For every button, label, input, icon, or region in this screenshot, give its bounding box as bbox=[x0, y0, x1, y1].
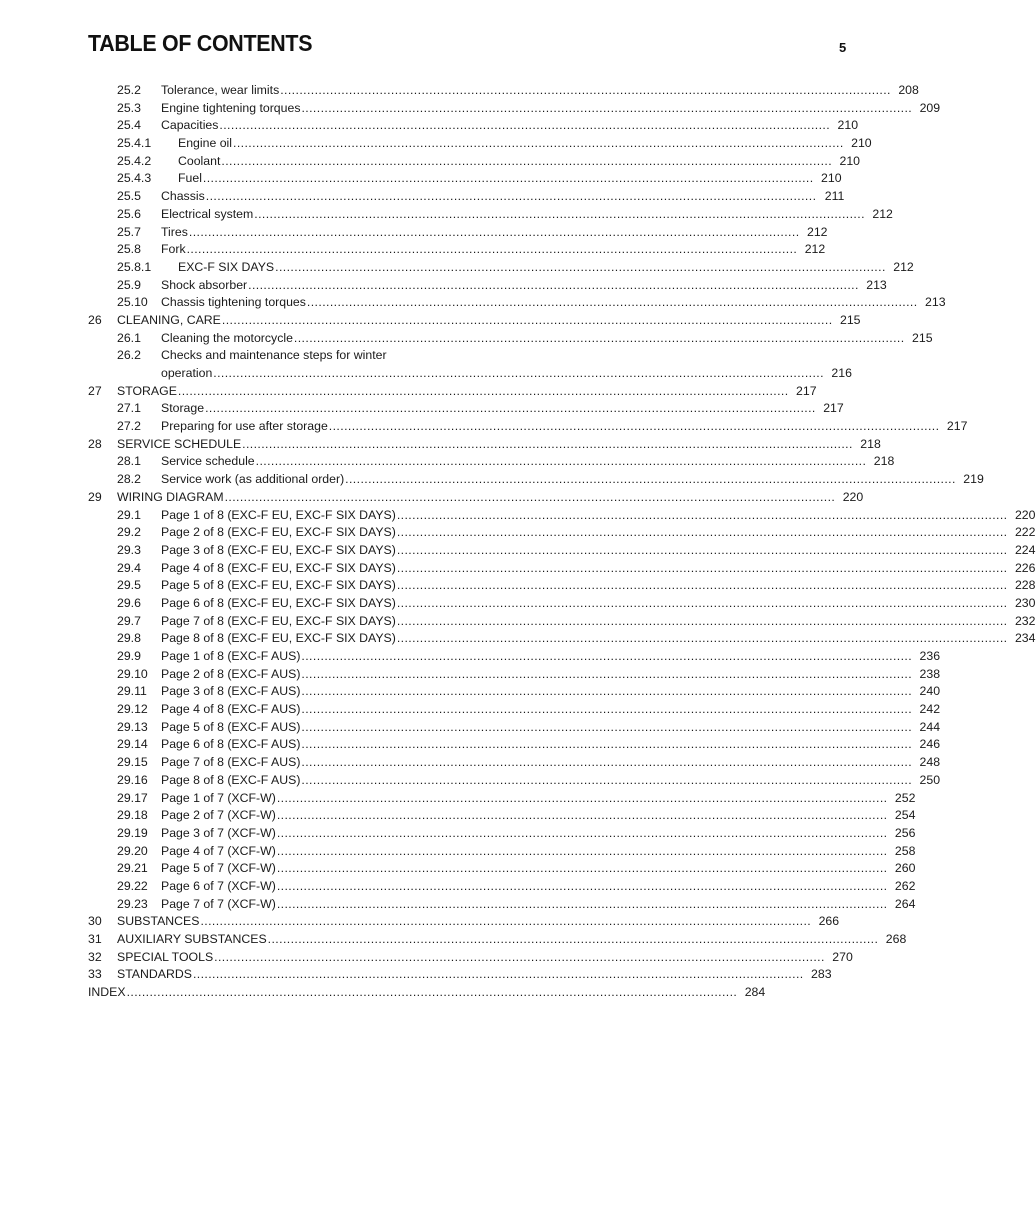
toc-entry-page: 234 bbox=[1014, 631, 1036, 646]
toc-entry-number: 29.16 bbox=[117, 772, 148, 787]
toc-entry[interactable] bbox=[88, 966, 832, 984]
dot-leader: ................................................................................................................................................................ bbox=[396, 595, 1008, 610]
dot-leader: ................................................................................................................................................................ bbox=[186, 242, 798, 257]
toc-entry-number: 25.10 bbox=[117, 295, 148, 310]
dot-leader: ................................................................................................................................................................ bbox=[224, 489, 836, 504]
toc-entry[interactable] bbox=[88, 736, 941, 754]
dot-leader: ................................................................................................................................................................ bbox=[205, 401, 816, 416]
toc-entry[interactable] bbox=[88, 294, 946, 312]
toc-entry[interactable] bbox=[88, 790, 916, 808]
toc-entry-number: 29.13 bbox=[117, 719, 148, 734]
toc-entry-number: 29.5 bbox=[117, 578, 141, 593]
dot-leader: ................................................................................................................................................................ bbox=[219, 118, 831, 133]
toc-entry[interactable] bbox=[88, 666, 941, 684]
toc-entry[interactable] bbox=[88, 418, 968, 436]
toc-entry-page: 211 bbox=[824, 189, 845, 204]
toc-entry-number: 33 bbox=[88, 967, 102, 982]
toc-entry-page: 218 bbox=[860, 436, 881, 451]
toc-entry[interactable] bbox=[88, 453, 895, 471]
toc-entry-number: 28.2 bbox=[117, 472, 141, 487]
toc-entry-title: Page 7 of 7 (XCF-W) bbox=[161, 896, 277, 914]
toc-entry-page: 238 bbox=[919, 666, 941, 681]
toc-entry-page: 236 bbox=[919, 649, 941, 664]
toc-entry-number: 29.11 bbox=[117, 684, 147, 699]
toc-entry-page: 256 bbox=[894, 825, 916, 840]
toc-entry-number: 27.1 bbox=[117, 401, 141, 416]
toc-entry-page: 262 bbox=[894, 878, 916, 893]
toc-entry-title: Service work (as additional order) bbox=[161, 471, 345, 489]
toc-entry-page: 242 bbox=[919, 702, 941, 717]
toc-entry-title: EXC-F SIX DAYS bbox=[178, 259, 275, 277]
toc-entry-page: 216 bbox=[831, 366, 852, 380]
dot-leader: ................................................................................................................................................................ bbox=[276, 843, 888, 858]
toc-entry-title: Capacities bbox=[161, 117, 219, 135]
toc-entry-page: 268 bbox=[885, 932, 907, 947]
toc-entry-number: 25.3 bbox=[117, 100, 141, 115]
toc-entry-number: 25.8.1 bbox=[117, 259, 152, 274]
toc-entry-page: 258 bbox=[894, 843, 916, 858]
toc-entry-number: 29.22 bbox=[117, 878, 148, 893]
toc-entry[interactable] bbox=[88, 860, 916, 878]
toc-entry[interactable] bbox=[88, 754, 941, 772]
dot-leader: ................................................................................................................................................................ bbox=[301, 755, 913, 770]
toc-entry-number: 27.2 bbox=[117, 419, 141, 434]
page-title: TABLE OF CONTENTS bbox=[88, 30, 313, 56]
toc-entry-number: 25.9 bbox=[117, 277, 141, 292]
toc-entry-number: 25.4.3 bbox=[117, 171, 152, 186]
dot-leader: ................................................................................................................................................................ bbox=[328, 419, 940, 434]
toc-entry[interactable] bbox=[88, 560, 1036, 578]
toc-entry[interactable] bbox=[88, 312, 861, 330]
toc-entry-title: Page 4 of 8 (EXC-F AUS) bbox=[161, 701, 301, 719]
toc-entry-title: Page 2 of 8 (EXC-F EU, EXC-F SIX DAYS) bbox=[161, 524, 397, 542]
toc-entry[interactable] bbox=[88, 347, 852, 382]
toc-entry-page: 210 bbox=[821, 171, 842, 186]
toc-entry[interactable] bbox=[88, 843, 916, 861]
toc-entry[interactable] bbox=[88, 683, 941, 701]
toc-entry-number: 29.3 bbox=[117, 542, 141, 557]
dot-leader: ................................................................................................................................................................ bbox=[276, 808, 888, 823]
toc-entry-title: Page 3 of 7 (XCF-W) bbox=[161, 825, 277, 843]
toc-entry[interactable] bbox=[88, 241, 826, 259]
toc-entry-title: SUBSTANCES bbox=[117, 913, 200, 931]
toc-entry-page: 224 bbox=[1014, 542, 1036, 557]
dot-leader: ................................................................................................................................................................ bbox=[126, 985, 738, 1000]
toc-entry-page: 246 bbox=[919, 737, 941, 752]
toc-entry[interactable] bbox=[88, 896, 916, 914]
dot-leader: ................................................................................................................................................................ bbox=[396, 507, 1008, 522]
toc-entry-page: 212 bbox=[893, 259, 914, 274]
toc-entry-page: 232 bbox=[1014, 613, 1036, 628]
toc-entry-page: 228 bbox=[1014, 578, 1036, 593]
toc-entry-page: 213 bbox=[866, 277, 887, 292]
toc-entry[interactable] bbox=[88, 825, 916, 843]
toc-entry-title: Page 5 of 7 (XCF-W) bbox=[161, 860, 277, 878]
toc-entry[interactable] bbox=[88, 188, 845, 206]
toc-entry[interactable] bbox=[88, 383, 817, 401]
toc-entry-page: 210 bbox=[839, 153, 861, 168]
toc-entry-title: WIRING DIAGRAM bbox=[117, 489, 225, 507]
toc-entry-number: 29.6 bbox=[117, 595, 141, 610]
dot-leader: ................................................................................................................................................................ bbox=[301, 684, 913, 699]
toc-entry-title: Engine tightening torques bbox=[161, 100, 301, 118]
dot-leader: ................................................................................................................................................................ bbox=[301, 649, 913, 664]
toc-entry[interactable] bbox=[88, 984, 766, 1002]
toc-entry-number: 29.20 bbox=[117, 843, 148, 858]
toc-entry[interactable] bbox=[88, 330, 933, 348]
toc-entry-number: 29.21 bbox=[117, 861, 148, 876]
toc-entry-title: Page 2 of 8 (EXC-F AUS) bbox=[161, 666, 301, 684]
toc-entry-number: 29.17 bbox=[117, 790, 148, 805]
dot-leader: ................................................................................................................................................................ bbox=[396, 542, 1008, 557]
toc-entry-number: 32 bbox=[88, 949, 102, 964]
toc-entry-number: 29.9 bbox=[117, 649, 141, 664]
toc-entry[interactable] bbox=[88, 577, 1036, 595]
toc-entry-number: 29.19 bbox=[117, 825, 148, 840]
toc-entry-page: 248 bbox=[919, 755, 941, 770]
toc-entry[interactable] bbox=[88, 259, 914, 277]
toc-entry-number: 26.1 bbox=[117, 330, 141, 345]
toc-entry-title: Coolant bbox=[178, 153, 221, 171]
dot-leader: ................................................................................................................................................................ bbox=[276, 790, 888, 805]
toc-entry-number: 25.5 bbox=[117, 189, 141, 204]
toc-entry-title: Page 8 of 8 (EXC-F EU, EXC-F SIX DAYS) bbox=[161, 630, 397, 648]
toc-entry-page: 240 bbox=[919, 684, 941, 699]
toc-entry-page: 218 bbox=[873, 454, 895, 469]
toc-entry-title: Page 6 of 8 (EXC-F EU, EXC-F SIX DAYS) bbox=[161, 595, 397, 613]
toc-entry-number: 26.2 bbox=[117, 348, 141, 363]
toc-entry[interactable] bbox=[88, 931, 907, 949]
toc-entry-page: 217 bbox=[796, 383, 817, 398]
dot-leader: ................................................................................................................................................................ bbox=[248, 277, 859, 292]
toc-entry-title: Fuel bbox=[178, 170, 203, 188]
dot-leader: ................................................................................................................................................................ bbox=[276, 861, 888, 876]
toc-entry[interactable] bbox=[88, 648, 941, 666]
toc-entry-number: 25.4.2 bbox=[117, 153, 152, 168]
dot-leader: ................................................................................................................................................................ bbox=[396, 631, 1008, 646]
toc-entry-page: 217 bbox=[823, 401, 844, 416]
toc-entry-title: Page 7 of 8 (EXC-F EU, EXC-F SIX DAYS) bbox=[161, 613, 397, 631]
toc-entry-page: 226 bbox=[1014, 560, 1036, 575]
dot-leader: ................................................................................................................................................................ bbox=[233, 136, 844, 151]
dot-leader: ................................................................................................................................................................ bbox=[276, 878, 888, 893]
dot-leader: ................................................................................................................................................................ bbox=[205, 189, 817, 204]
toc-entry[interactable] bbox=[88, 117, 859, 135]
toc-entry-page: 210 bbox=[851, 136, 872, 151]
toc-entry-title: Checks and maintenance steps for winter bbox=[161, 348, 387, 363]
dot-leader: ................................................................................................................................................................ bbox=[301, 737, 913, 752]
toc-entry-page: 212 bbox=[806, 224, 828, 239]
toc-entry-title: Page 1 of 8 (EXC-F EU, EXC-F SIX DAYS) bbox=[161, 507, 397, 525]
toc-entry-number: 25.7 bbox=[117, 224, 141, 239]
dot-leader: ................................................................................................................................................................ bbox=[221, 153, 833, 168]
dot-leader: ................................................................................................................................................................ bbox=[242, 436, 853, 451]
dot-leader: ................................................................................................................................................................ bbox=[200, 914, 812, 929]
dot-leader: ................................................................................................................................................................ bbox=[214, 949, 825, 964]
dot-leader: ................................................................................................................................................................ bbox=[301, 702, 913, 717]
toc-entry-page: 219 bbox=[963, 472, 984, 487]
toc-entry-number: 29 bbox=[88, 489, 102, 504]
dot-leader: ................................................................................................................................................................ bbox=[202, 171, 814, 186]
toc-entry-number: 29.8 bbox=[117, 631, 141, 646]
dot-leader: ................................................................................................................................................................ bbox=[396, 613, 1008, 628]
toc-entry[interactable] bbox=[88, 630, 1036, 648]
toc-entry-page: 250 bbox=[919, 772, 941, 787]
toc-entry-title: Engine oil bbox=[178, 135, 233, 153]
toc-entry[interactable] bbox=[88, 471, 984, 489]
dot-leader: ................................................................................................................................................................ bbox=[306, 295, 918, 310]
toc-entry[interactable] bbox=[88, 277, 887, 295]
toc-entry-page: 215 bbox=[839, 312, 861, 327]
toc-entry-number: 28 bbox=[88, 436, 102, 451]
toc-entry-title-continued: operation bbox=[161, 365, 213, 383]
toc-entry[interactable] bbox=[88, 436, 881, 454]
toc-entry-number: 29.7 bbox=[117, 613, 141, 628]
toc-entry[interactable] bbox=[88, 170, 842, 188]
toc-entry-page: 230 bbox=[1014, 595, 1036, 610]
toc-entry[interactable] bbox=[88, 400, 844, 418]
toc-entry[interactable] bbox=[88, 613, 1036, 631]
toc-entry-title: Page 1 of 8 (EXC-F AUS) bbox=[161, 648, 301, 666]
toc-entry-number: 28.1 bbox=[117, 454, 141, 469]
toc-entry[interactable] bbox=[88, 913, 840, 931]
toc-entry-page: 266 bbox=[818, 914, 840, 929]
toc-entry-title: Page 6 of 8 (EXC-F AUS) bbox=[161, 736, 301, 754]
toc-entry[interactable] bbox=[88, 224, 828, 242]
toc-entry-title: Shock absorber bbox=[161, 277, 248, 295]
toc-entry-title: Page 4 of 8 (EXC-F EU, EXC-F SIX DAYS) bbox=[161, 560, 397, 578]
toc-entry[interactable] bbox=[88, 878, 916, 896]
toc-entry-title: AUXILIARY SUBSTANCES bbox=[117, 931, 268, 949]
toc-entry-title: Fork bbox=[161, 241, 187, 259]
toc-entry-page: 215 bbox=[912, 330, 933, 345]
toc-entry-number: 30 bbox=[88, 914, 102, 929]
toc-entry[interactable] bbox=[88, 507, 1036, 525]
toc-entry-page: 212 bbox=[872, 206, 893, 221]
toc-entry-title: Storage bbox=[161, 400, 205, 418]
toc-entry[interactable] bbox=[88, 595, 1036, 613]
toc-entry[interactable] bbox=[88, 542, 1036, 560]
toc-entry-page: 254 bbox=[894, 808, 916, 823]
toc-entry-number: 31 bbox=[88, 932, 102, 947]
toc-entry-number: 29.4 bbox=[117, 560, 141, 575]
toc-entry-number: 25.2 bbox=[117, 83, 141, 97]
toc-entry-title: STORAGE bbox=[117, 383, 178, 401]
toc-entry-title: Cleaning the motorcycle bbox=[161, 330, 294, 348]
toc-entry-page: 252 bbox=[894, 790, 916, 805]
toc-entry-number: 25.8 bbox=[117, 242, 141, 257]
toc-entry-page: 209 bbox=[919, 100, 941, 115]
toc-entry-page: 208 bbox=[898, 83, 919, 97]
toc-entry-number: 29.18 bbox=[117, 808, 148, 823]
toc-entry-page: 244 bbox=[919, 719, 941, 734]
dot-leader: ................................................................................................................................................................ bbox=[275, 259, 886, 274]
toc-entry-number: 29.23 bbox=[117, 896, 148, 911]
toc-entry-title: Chassis tightening torques bbox=[161, 294, 307, 312]
dot-leader: ................................................................................................................................................................ bbox=[301, 100, 913, 115]
toc-entry[interactable] bbox=[88, 489, 864, 507]
toc-entry-title: SPECIAL TOOLS bbox=[117, 949, 214, 967]
dot-leader: ................................................................................................................................................................ bbox=[301, 666, 913, 681]
toc-entry-title: Preparing for use after storage bbox=[161, 418, 329, 436]
toc-entry-title: Service schedule bbox=[161, 453, 256, 471]
toc-entry-number: 25.4.1 bbox=[117, 136, 152, 151]
toc-entry-page: 220 bbox=[842, 489, 864, 504]
toc-entry-number: 29.14 bbox=[117, 737, 148, 752]
dot-leader: ................................................................................................................................................................ bbox=[177, 383, 789, 398]
dot-leader: ................................................................................................................................................................ bbox=[301, 772, 913, 787]
toc-entry-page: 260 bbox=[894, 861, 916, 876]
toc-entry-title: Tolerance, wear limits bbox=[161, 82, 280, 100]
toc-entry-title: Page 8 of 8 (EXC-F AUS) bbox=[161, 772, 301, 790]
toc-entry-title: Page 3 of 8 (EXC-F AUS) bbox=[161, 683, 301, 701]
toc-entry-title: Page 2 of 7 (XCF-W) bbox=[161, 807, 277, 825]
toc-entry[interactable] bbox=[88, 719, 941, 737]
dot-leader: ................................................................................................................................................................ bbox=[396, 560, 1008, 575]
toc-entry-number: 29.2 bbox=[117, 525, 141, 540]
toc-entry-title: STANDARDS bbox=[117, 966, 193, 984]
toc-entry[interactable] bbox=[88, 807, 916, 825]
toc-entry-title: Chassis bbox=[161, 188, 206, 206]
toc-entry-page: 217 bbox=[946, 419, 968, 434]
toc-entry-number: 29.15 bbox=[117, 755, 148, 770]
dot-leader: ................................................................................................................................................................ bbox=[221, 312, 833, 327]
toc-entry-page: 210 bbox=[837, 118, 859, 133]
toc-entry-title: Page 7 of 8 (EXC-F AUS) bbox=[161, 754, 301, 772]
page-number: 5 bbox=[839, 40, 847, 55]
toc-entry-number: 25.4 bbox=[117, 118, 141, 133]
toc-entry-title: INDEX bbox=[88, 984, 127, 1002]
toc-entry-number: 26 bbox=[88, 312, 102, 327]
toc-entry[interactable] bbox=[88, 949, 853, 967]
toc-entry-number: 29.12 bbox=[117, 702, 148, 717]
toc-entry-title: Page 5 of 8 (EXC-F AUS) bbox=[161, 719, 301, 737]
dot-leader: ................................................................................................................................................................ bbox=[276, 825, 888, 840]
toc-entry-page: 284 bbox=[744, 985, 766, 1000]
toc-entry-page: 213 bbox=[925, 295, 946, 310]
toc-entry-title: Electrical system bbox=[161, 206, 254, 224]
dot-leader: ................................................................................................................................................................ bbox=[213, 366, 824, 380]
dot-leader: ................................................................................................................................................................ bbox=[267, 932, 879, 947]
toc-entry[interactable] bbox=[88, 524, 1036, 542]
toc-entry-page: 222 bbox=[1014, 525, 1036, 540]
dot-leader: ................................................................................................................................................................ bbox=[254, 206, 865, 221]
dot-leader: ................................................................................................................................................................ bbox=[396, 578, 1008, 593]
toc-entry[interactable] bbox=[88, 153, 861, 171]
toc-entry-number: 29.10 bbox=[117, 666, 148, 681]
toc-entry[interactable] bbox=[88, 100, 941, 118]
toc-entry-title: Page 3 of 8 (EXC-F EU, EXC-F SIX DAYS) bbox=[161, 542, 397, 560]
toc-entry-title: Page 5 of 8 (EXC-F EU, EXC-F SIX DAYS) bbox=[161, 577, 397, 595]
toc-entry[interactable] bbox=[88, 772, 941, 790]
toc-entry-title: Page 4 of 7 (XCF-W) bbox=[161, 843, 277, 861]
toc-entry[interactable] bbox=[88, 701, 941, 719]
dot-leader: ................................................................................................................................................................ bbox=[255, 454, 867, 469]
dot-leader: ................................................................................................................................................................ bbox=[280, 83, 891, 97]
dot-leader: ................................................................................................................................................................ bbox=[293, 330, 905, 345]
dot-leader: ................................................................................................................................................................ bbox=[188, 224, 800, 239]
table-of-contents bbox=[88, 82, 1036, 1002]
toc-entry-title: Page 1 of 7 (XCF-W) bbox=[161, 790, 277, 808]
dot-leader: ................................................................................................................................................................ bbox=[192, 967, 804, 982]
toc-entry[interactable] bbox=[88, 135, 872, 153]
toc-entry-page: 220 bbox=[1014, 507, 1036, 522]
toc-entry-page: 283 bbox=[811, 967, 832, 982]
dot-leader: ................................................................................................................................................................ bbox=[276, 896, 888, 911]
toc-entry[interactable] bbox=[88, 206, 893, 224]
toc-entry[interactable] bbox=[88, 82, 919, 100]
toc-entry-title: SERVICE SCHEDULE bbox=[117, 436, 242, 454]
dot-leader: ................................................................................................................................................................ bbox=[345, 472, 956, 487]
toc-entry-title: Page 6 of 7 (XCF-W) bbox=[161, 878, 277, 896]
toc-entry-page: 212 bbox=[804, 242, 826, 257]
toc-entry-page: 264 bbox=[894, 896, 916, 911]
dot-leader: ................................................................................................................................................................ bbox=[396, 525, 1008, 540]
toc-entry-number: 29.1 bbox=[117, 507, 141, 522]
toc-entry-title: Tires bbox=[161, 224, 189, 242]
toc-entry-number: 25.6 bbox=[117, 206, 141, 221]
toc-entry-title: CLEANING, CARE bbox=[117, 312, 222, 330]
toc-entry-page: 270 bbox=[832, 949, 853, 964]
dot-leader: ................................................................................................................................................................ bbox=[301, 719, 913, 734]
toc-entry-number: 27 bbox=[88, 383, 102, 398]
